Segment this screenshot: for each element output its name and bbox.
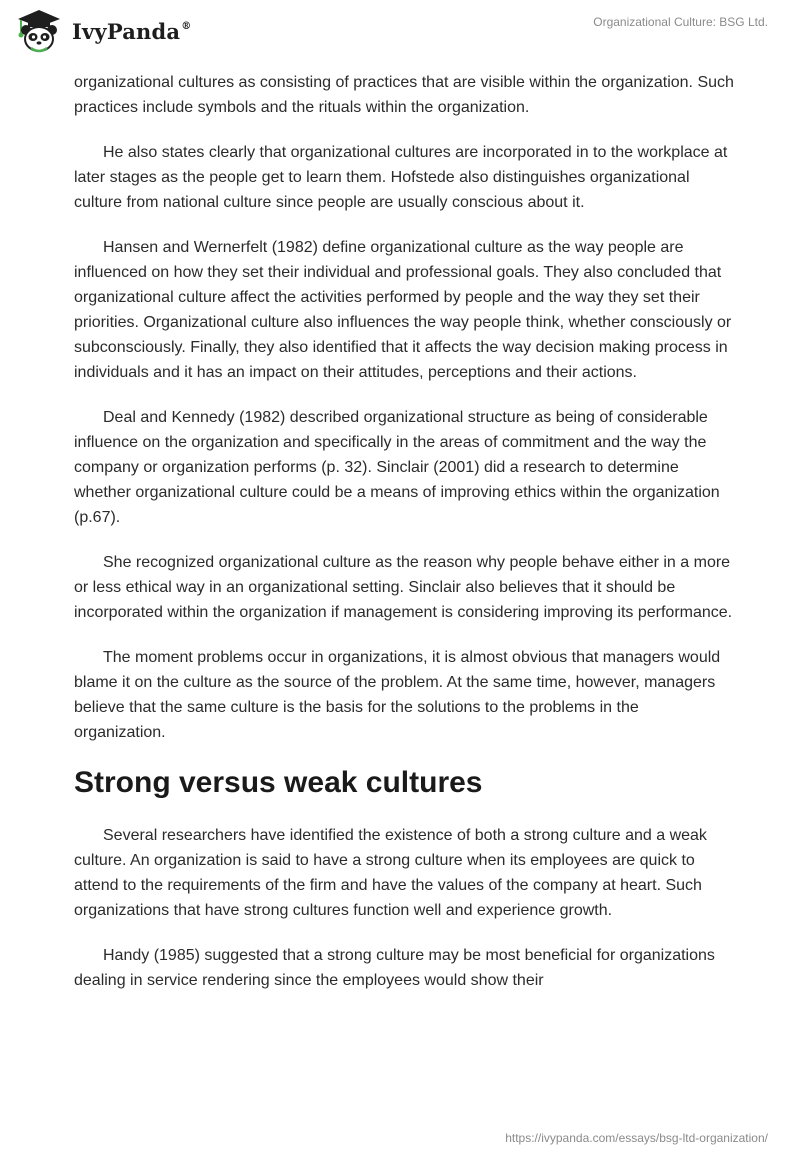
paragraph-3: Hansen and Wernerfelt (1982) define organizational culture as the way people are influenced on how they set their individual and professional goals. They also concluded that organizational culture affect the activities performed by people and the way they set their priorities. Organizational culture also influences the way people think, whether consciously or subconsciously. Finally, they also identified that it affects the way decision making process in individuals and it has an impact on their attitudes, perceptions and their actions. xyxy=(74,239,732,381)
source-url[interactable]: https://ivypanda.com/essays/bsg-ltd-organization/ xyxy=(505,1131,768,1145)
paragraph-5: She recognized organizational culture as the reason why people behave either in a more or less ethical way in an organizational setting. Sinclair also believes that it should be incorporated within the organization if management is considering improving its performance. xyxy=(74,554,733,621)
paragraph-6: The moment problems occur in organizations, it is almost obvious that managers would blame it on the culture as the source of the problem. At the same time, however, managers believe that the same culture is the basis for the solutions to the problems in the organization. xyxy=(74,649,721,741)
paragraph-4: Deal and Kennedy (1982) described organizational structure as being of considerable influence on the organization and specifically in the areas of commitment and the way the company or organization performs (p. 32). Sinclair (2001) did a research to determine whether organizational culture could be a means of improving ethics within the organization (p.67). xyxy=(74,409,720,526)
brand-logo[interactable] xyxy=(14,8,191,54)
page-header xyxy=(0,0,800,70)
paragraph-1: organizational cultures as consisting of practices that are visible within the organization. Such practices include symbols and the rituals within the organization. xyxy=(74,74,734,116)
brand-name: IvyPanda® xyxy=(72,18,192,44)
paragraph-8: Handy (1985) suggested that a strong culture may be most beneficial for organizations dealing in service rendering since the employees would show their xyxy=(74,947,715,989)
paragraph-7: Several researchers have identified the existence of both a strong culture and a weak culture. An organization is said to have a strong culture when its employees are quick to attend to the requirements of the firm and have the values of the company at heart. Such organizations that have strong cultures function well and experience growth. xyxy=(74,827,707,919)
essay-body xyxy=(74,70,734,1013)
panda-graduate-icon xyxy=(14,8,64,54)
document-title: Organizational Culture: BSG Ltd. xyxy=(593,15,768,29)
paragraph-2: He also states clearly that organizational cultures are incorporated in to the workplace at later stages as the people get to learn them. Hofstede also distinguishes organizational culture from national culture since people are usually conscious about it. xyxy=(74,144,728,211)
section-heading: Strong versus weak cultures xyxy=(74,766,483,799)
